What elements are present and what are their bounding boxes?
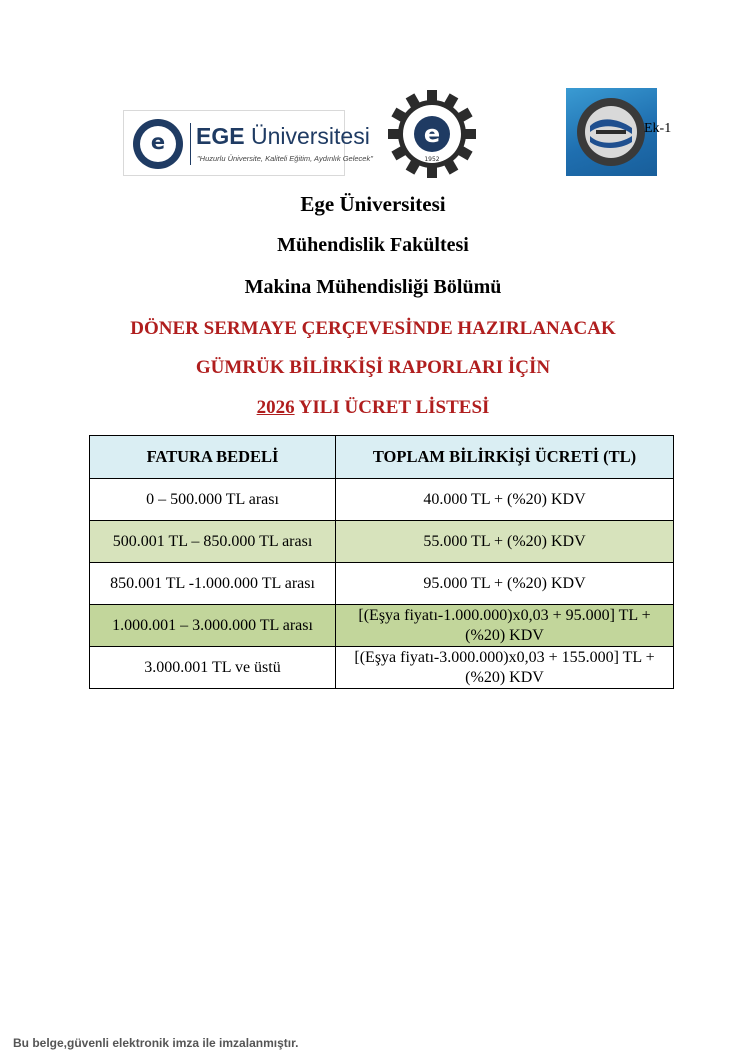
column-header-fee: TOPLAM BİLİRKİŞİ ÜCRETİ (TL) [336, 436, 674, 479]
fee-cell: 95.000 TL + (%20) KDV [336, 563, 674, 605]
e-signature-notice: Bu belge,güvenli elektronik imza ile imzalanmıştır. [13, 1036, 299, 1050]
annex-label: Ek-1 [644, 121, 672, 136]
invoice-range-cell: 0 – 500.000 TL arası [90, 479, 336, 521]
university-heading: Ege Üniversitesi [300, 192, 446, 216]
title-line-3 [0, 397, 746, 419]
table-row [90, 605, 674, 647]
fee-cell: [(Eşya fiyatı-1.000.000)x0,03 + 95.000] TL + (%20) KDV [336, 605, 674, 647]
seal-letter: e [150, 130, 166, 154]
column-header-invoice: FATURA BEDELİ [90, 436, 336, 479]
title-line-2: GÜMRÜK BİLİRKİŞİ RAPORLARI İÇİN [195, 357, 551, 378]
logo-tagline: "Huzurlu Üniversite, Kaliteli Eğitim, Aydınlık Gelecek" [197, 154, 373, 163]
logo-wordmark: EGE Üniversitesi [196, 123, 370, 149]
faculty-heading: Mühendislik Fakültesi [277, 234, 469, 256]
department-heading: Makina Mühendisliği Bölümü [244, 276, 502, 298]
engineering-faculty-gear-icon [388, 90, 476, 178]
table-row [90, 563, 674, 605]
table-row [90, 647, 674, 689]
title-line-1: DÖNER SERMAYE ÇERÇEVESİNDE HAZIRLANACAK [130, 318, 616, 339]
title-year: 2026 [256, 397, 295, 418]
fee-table [89, 435, 674, 689]
fee-cell: [(Eşya fiyatı-3.000.000)x0,03 + 155.000] TL + (%20) KDV [336, 647, 674, 689]
table-header-row [90, 436, 674, 479]
invoice-range-cell: 500.001 TL – 850.000 TL arası [90, 521, 336, 563]
gear-year: 1952 [424, 156, 440, 163]
ege-university-logo [123, 110, 373, 176]
invoice-range-cell: 3.000.001 TL ve üstü [90, 647, 336, 689]
invoice-range-cell: 850.001 TL -1.000.000 TL arası [90, 563, 336, 605]
table-row [90, 479, 674, 521]
table-row [90, 521, 674, 563]
logo-divider [190, 123, 191, 165]
title-line-3-rest: YILI ÜCRET LİSTESİ [294, 397, 490, 418]
university-seal-icon [133, 119, 183, 169]
invoice-range-cell: 1.000.001 – 3.000.000 TL arası [90, 605, 336, 647]
fee-cell: 55.000 TL + (%20) KDV [336, 521, 674, 563]
fee-cell: 40.000 TL + (%20) KDV [336, 479, 674, 521]
gear-letter: e [423, 120, 441, 148]
